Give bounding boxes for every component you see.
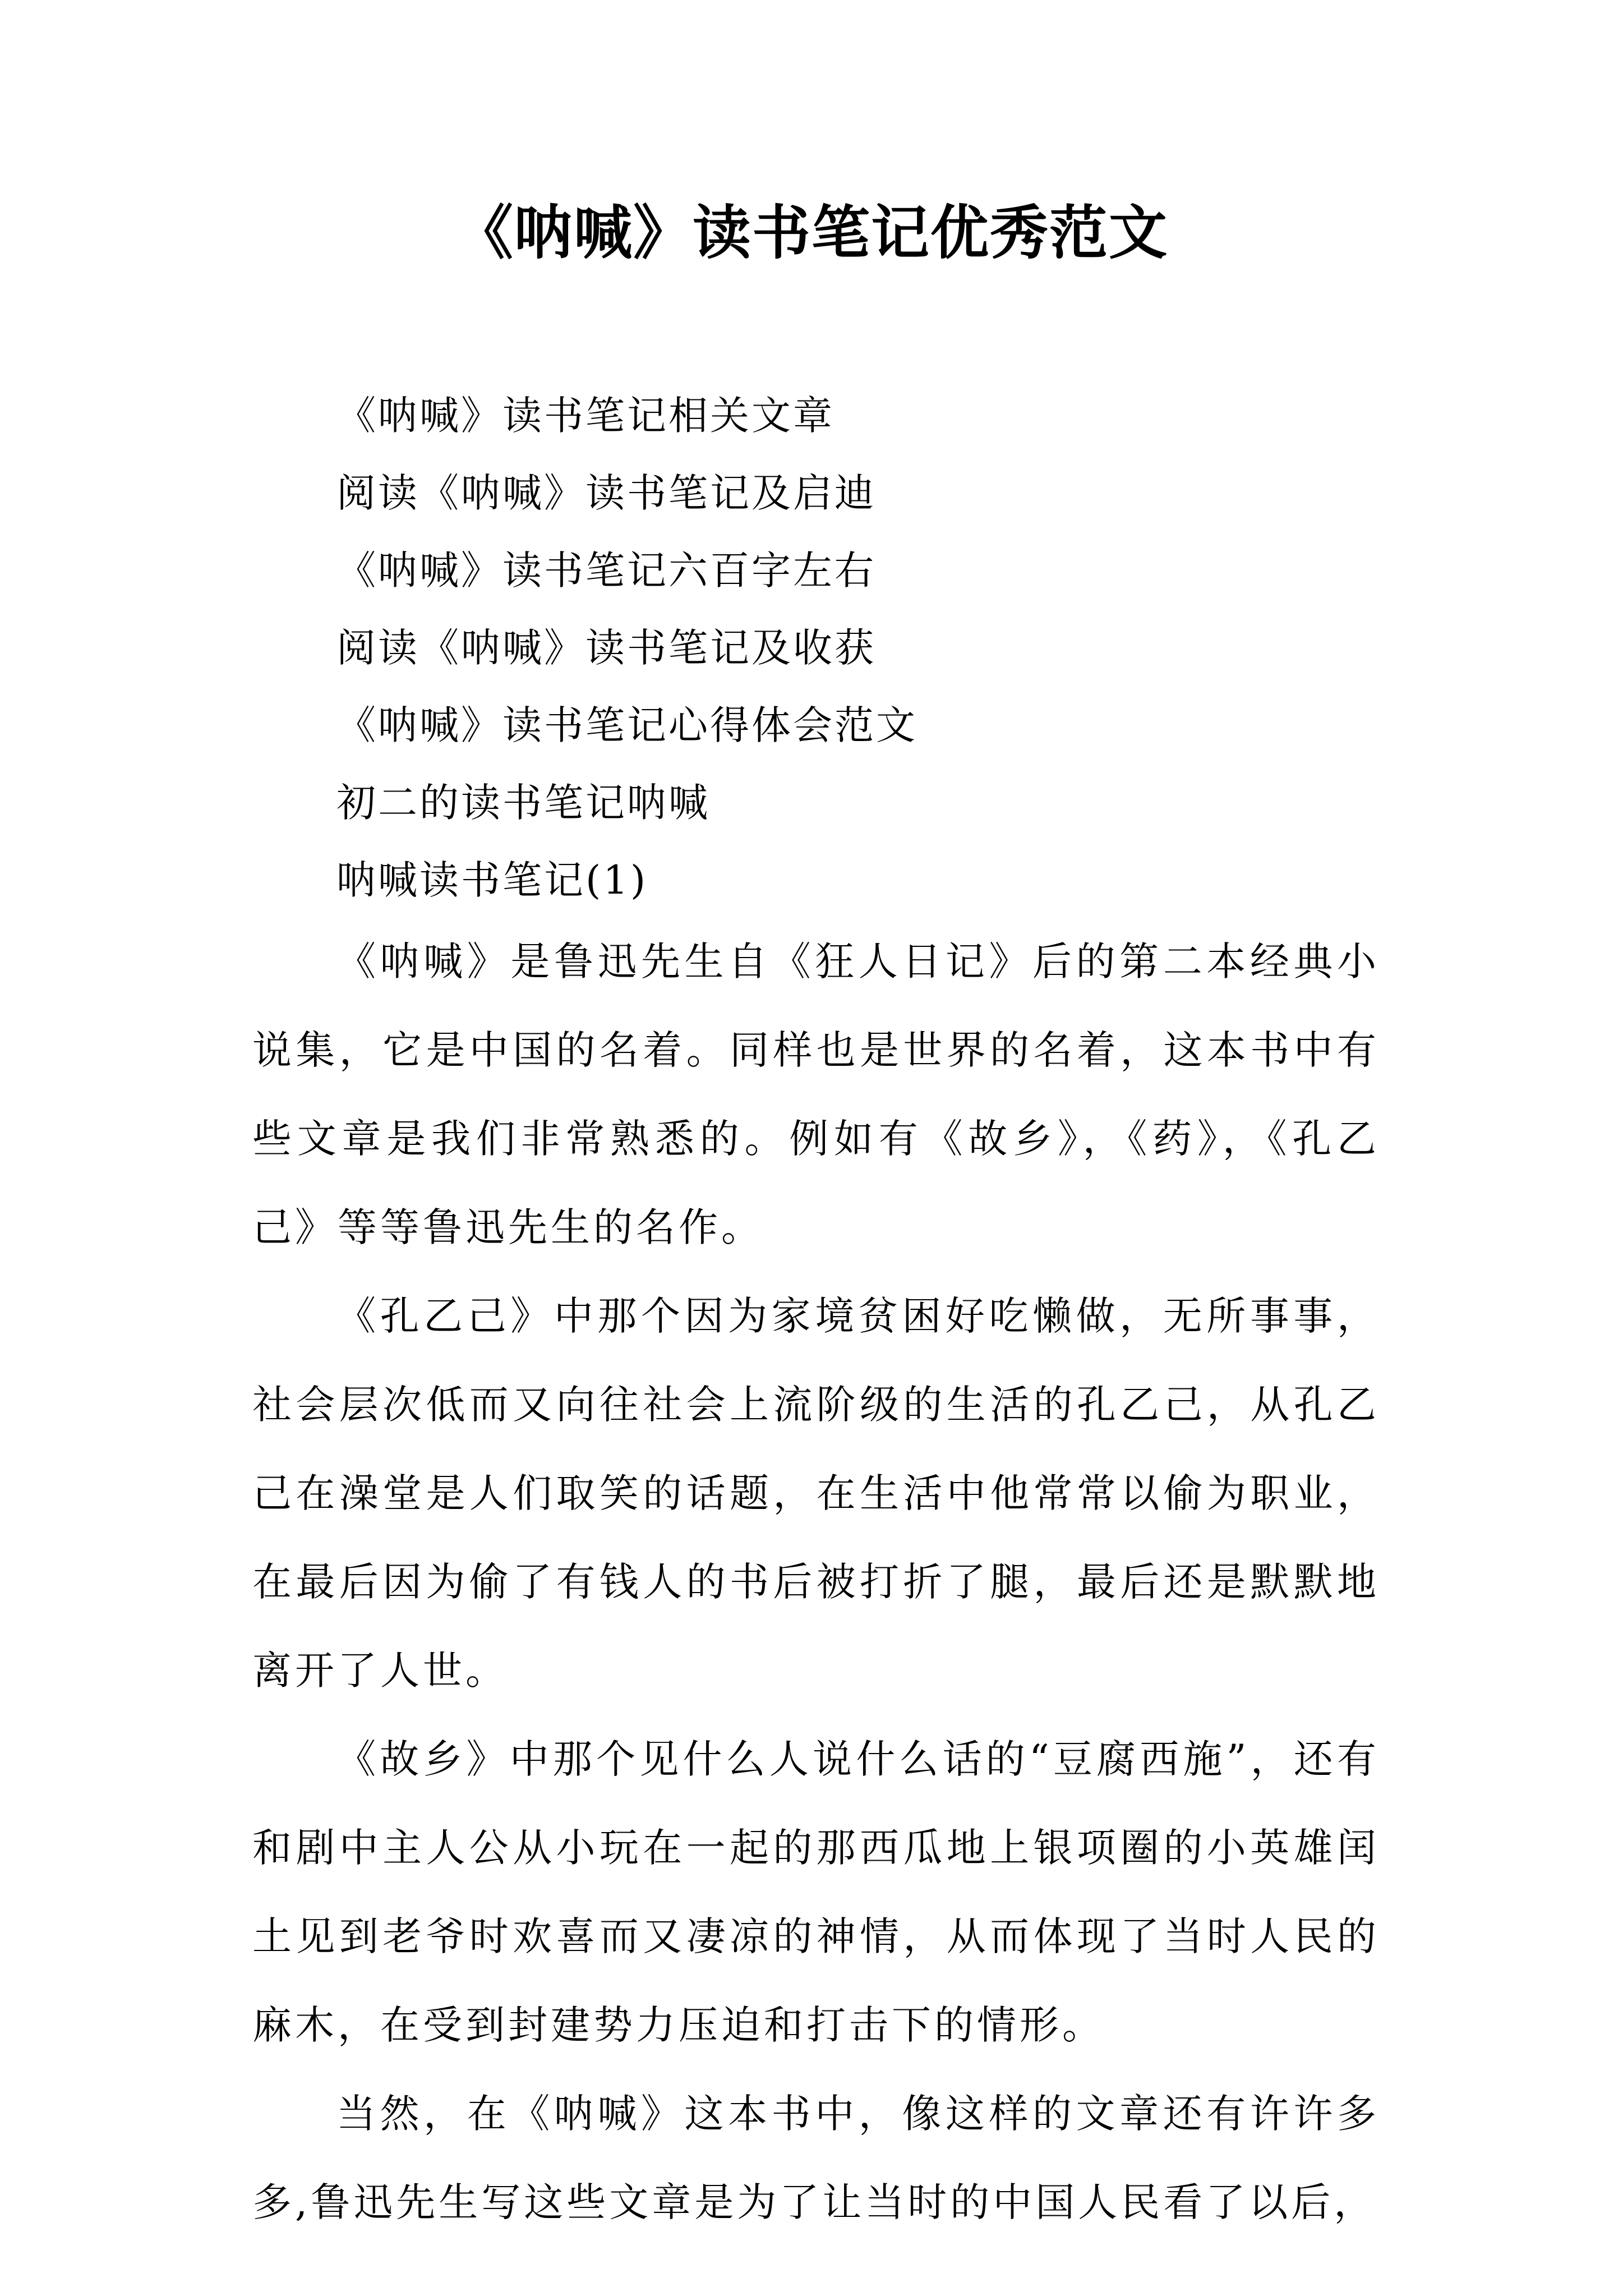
related-link-1[interactable]: 《呐喊》读书笔记相关文章 [336, 393, 834, 439]
related-link-2[interactable]: 阅读《呐喊》读书笔记及启迪 [336, 470, 876, 516]
related-link-6[interactable]: 初二的读书笔记呐喊 [336, 780, 710, 826]
paragraph-kong-yiji: 《孔乙己》中那个因为家境贫困好吃懒做，无所事事，社会层次低而又向往社会上流阶级的生活的孔乙己，从孔乙己在澡堂是人们取笑的话题，在生活中他常常以偷为职业，在最后因为偷了有钱人的书后被打折了腿，最后还是默默地离开了人世。 [252, 1293, 1380, 1694]
related-links-list [336, 377, 1458, 919]
related-link-3[interactable]: 《呐喊》读书笔记六百字左右 [336, 547, 876, 593]
paragraph-conclusion: 当然，在《呐喊》这本书中，像这样的文章还有许许多多,鲁迅先生写这些文章是为了让当时的中国人民看了以后， [252, 2091, 1380, 2225]
paragraph-intro: 《呐喊》是鲁迅先生自《狂人日记》后的第二本经典小说集，它是中国的名着。同样也是世界的名着，这本书中有些文章是我们非常熟悉的。例如有《故乡》，《药》，《孔乙己》等等鲁迅先生的名作。 [252, 938, 1380, 1250]
paragraph-guxiang: 《故乡》中那个见什么人说什么话的“豆腐西施”，还有和剧中主人公从小玩在一起的那西瓜地上银项圈的小英雄闰土见到老爷时欢喜而又凄凉的神情，从而体现了当时人民的麻木，在受到封建势力压迫和打击下的情形。 [252, 1736, 1380, 2048]
article-body [252, 917, 1380, 2247]
document-title: 《呐喊》读书笔记优秀范文 [454, 198, 1168, 267]
related-link-7[interactable]: 呐喊读书笔记(1) [336, 857, 648, 903]
related-link-4[interactable]: 阅读《呐喊》读书笔记及收获 [336, 625, 876, 671]
related-link-5[interactable]: 《呐喊》读书笔记心得体会范文 [336, 702, 917, 748]
